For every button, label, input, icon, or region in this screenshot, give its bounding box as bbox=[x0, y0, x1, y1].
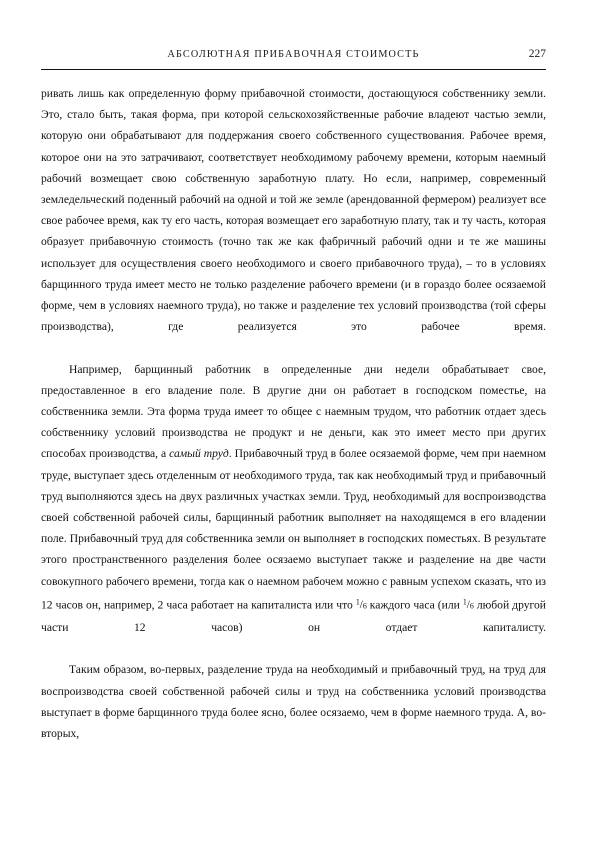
fraction-numerator: 1 bbox=[462, 597, 467, 607]
fraction-one-sixth-first bbox=[356, 598, 367, 611]
fraction-numerator: 1 bbox=[355, 597, 360, 607]
body-text-column bbox=[41, 83, 546, 765]
fraction-one-sixth-second bbox=[463, 598, 474, 611]
running-header bbox=[41, 46, 546, 68]
paragraph-2-segment-2: . Прибавочный труд в более осязаемой форме, чем при наемном труде, выступает здесь отделенным от необходимого труда, так как необходимый труд и прибавочный труд выполняются здесь на двух различных участках земли. Труд, необходимый для воспроизводства своей собственной рабочей силы, барщинный работник выполняет на находящемся в его владении поле. Прибавочный труд для собственника земли он выполняет в господских поместьях. В результате этого пространственного разделения более осязаемо выступает также и разделение на две части совокупного рабочего времени, тогда как о наемном рабочем можно с равным успехом сказать, что из 12 часов он, например, 2 часа работает на капиталиста или что bbox=[41, 447, 546, 612]
fraction-denominator: 6 bbox=[469, 601, 474, 611]
page-number: 227 bbox=[528, 48, 546, 60]
paragraph-2 bbox=[41, 359, 546, 660]
fraction-denominator: 6 bbox=[362, 601, 367, 611]
emphasis-samyi-trud: самый труд bbox=[169, 447, 229, 461]
paragraph-3: Таким образом, во-первых, разделение труда на необходимый и прибавочный труд, на труд для воспроизводства своей собственной рабочей силы и труд на собственника условий производства выступает в форме барщинного труда более ясно, более осязаемо, чем в форме наемного труда. А, во-вторых, bbox=[41, 663, 546, 741]
paragraph-2-segment-1: Например, барщинный работник в определенные дни недели обрабатывает свое, предоставленное в его владение поле. В другие дни он работает в господском поместье, на собственника земли. Эта форма труда имеет то общее с наемным трудом, что работник отдает здесь собственнику условий производства не продукт и не деньги, как это имеет место при других способах производства, а bbox=[41, 362, 546, 461]
header-rule-divider bbox=[41, 69, 546, 70]
paragraph-2-segment-4: любой другой части 12 часов) он отдает капиталисту. bbox=[41, 598, 546, 635]
fraction-slash: / bbox=[466, 599, 470, 612]
paragraph-2-segment-3: каждого часа (или bbox=[366, 598, 463, 612]
page-content-area bbox=[41, 46, 546, 765]
paragraph-1: ривать лишь как определенную форму прибавочной стоимости, достающуюся собственнику земли. Это, стало быть, такая форма, при которой сельскохозяйственные рабочие владеют частью земли, которую они обрабатывают для поддержания своего собственного существования. Рабочее время, которое они на это затрачивают, соответствует необходимому рабочему времени, которым наемный рабочий возмещает свою собственную заработную плату. Но если, например, современный земледельческий поденный рабочий на одной и той же земле (арендованной фермером) реализует все свое рабочее время, как ту его часть, которая возмещает его заработную плату, так и ту часть, которая образует прибавочную стоимость (точно так же как фабричный рабочий одни и те же машины использует для осуществления своего необходимого и своего прибавочного труда), – то в условиях барщинного труда имеет место не только разделение рабочего времени (и в гораздо более осязаемой форме, чем в условиях наемного труда), но также и разделение тех условий производства (той сферы производства), где реализуется это рабочее время. bbox=[41, 87, 546, 334]
fraction-slash: / bbox=[359, 599, 363, 612]
running-header-title: АБСОЛЮТНАЯ ПРИБАВОЧНАЯ СТОИМОСТЬ bbox=[167, 49, 420, 60]
